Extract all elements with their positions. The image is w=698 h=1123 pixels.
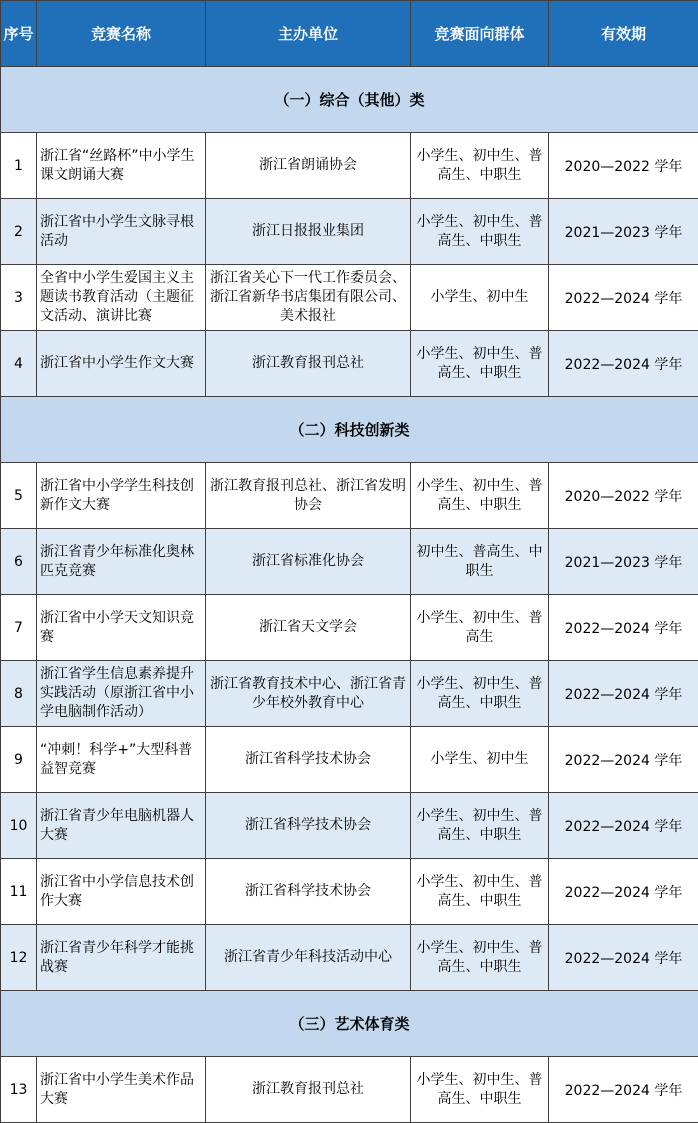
section-title: （三）艺术体育类 (1, 991, 698, 1057)
cell-audience: 小学生、初中生、普高生、中职生 (411, 793, 549, 859)
cell-validity: 2020—2022 学年 (549, 463, 698, 529)
table-row (1, 595, 698, 661)
cell-audience: 小学生、初中生、普高生、中职生 (411, 331, 549, 397)
table-row (1, 133, 698, 199)
cell-audience: 小学生、初中生、普高生、中职生 (411, 661, 549, 727)
cell-audience: 小学生、初中生、普高生 (411, 595, 549, 661)
cell-validity: 2022—2024 学年 (549, 331, 698, 397)
cell-validity: 2020—2022 学年 (549, 133, 698, 199)
cell-validity: 2022—2024 学年 (549, 1057, 698, 1123)
header-audience: 竞赛面向群体 (411, 1, 549, 67)
cell-organizer: 浙江日报报业集团 (206, 199, 411, 265)
header-name: 竞赛名称 (37, 1, 206, 67)
cell-organizer: 浙江省科学技术协会 (206, 793, 411, 859)
cell-organizer: 浙江省青少年科技活动中心 (206, 925, 411, 991)
cell-validity: 2021—2023 学年 (549, 529, 698, 595)
cell-no: 2 (1, 199, 37, 265)
cell-name: 全省中小学生爱国主义主题读书教育活动（主题征文活动、演讲比赛 (37, 265, 206, 331)
cell-validity: 2022—2024 学年 (549, 793, 698, 859)
table-row (1, 793, 698, 859)
cell-validity: 2022—2024 学年 (549, 727, 698, 793)
cell-validity: 2022—2024 学年 (549, 595, 698, 661)
table-row (1, 661, 698, 727)
cell-no: 10 (1, 793, 37, 859)
table-row (1, 1057, 698, 1123)
table-row (1, 265, 698, 331)
cell-name: 浙江省中小学生美术作品大赛 (37, 1057, 206, 1123)
header-no: 序号 (1, 1, 37, 67)
cell-validity: 2022—2024 学年 (549, 265, 698, 331)
cell-organizer: 浙江省科学技术协会 (206, 859, 411, 925)
cell-name: 浙江省中小学学生科技创新作文大赛 (37, 463, 206, 529)
cell-validity: 2022—2024 学年 (549, 859, 698, 925)
cell-audience: 小学生、初中生、普高生、中职生 (411, 1057, 549, 1123)
cell-audience: 小学生、初中生、普高生、中职生 (411, 463, 549, 529)
cell-audience: 小学生、初中生、普高生、中职生 (411, 859, 549, 925)
cell-audience: 小学生、初中生、普高生、中职生 (411, 133, 549, 199)
cell-organizer: 浙江教育报刊总社、浙江省发明协会 (206, 463, 411, 529)
table-row (1, 529, 698, 595)
cell-organizer: 浙江省科学技术协会 (206, 727, 411, 793)
cell-no: 6 (1, 529, 37, 595)
table-row (1, 331, 698, 397)
cell-validity: 2022—2024 学年 (549, 661, 698, 727)
cell-audience: 初中生、普高生、中职生 (411, 529, 549, 595)
cell-name: 浙江省学生信息素养提升实践活动（原浙江省中小学电脑制作活动） (37, 661, 206, 727)
cell-validity: 2022—2024 学年 (549, 925, 698, 991)
section-row (1, 397, 698, 463)
cell-validity: 2021—2023 学年 (549, 199, 698, 265)
cell-organizer: 浙江省标准化协会 (206, 529, 411, 595)
cell-no: 4 (1, 331, 37, 397)
cell-organizer: 浙江省教育技术中心、浙江省青少年校外教育中心 (206, 661, 411, 727)
cell-name: 浙江省“丝路杯”中小学生课文朗诵大赛 (37, 133, 206, 199)
cell-name: 浙江省中小学信息技术创作大赛 (37, 859, 206, 925)
cell-organizer: 浙江省朗诵协会 (206, 133, 411, 199)
cell-no: 1 (1, 133, 37, 199)
cell-no: 8 (1, 661, 37, 727)
cell-no: 9 (1, 727, 37, 793)
table-body (1, 67, 698, 1123)
cell-no: 12 (1, 925, 37, 991)
cell-organizer: 浙江省天文学会 (206, 595, 411, 661)
cell-no: 11 (1, 859, 37, 925)
cell-no: 13 (1, 1057, 37, 1123)
cell-audience: 小学生、初中生 (411, 727, 549, 793)
table-row (1, 925, 698, 991)
table-row (1, 727, 698, 793)
header-organizer: 主办单位 (206, 1, 411, 67)
section-title: （一）综合（其他）类 (1, 67, 698, 133)
cell-name: 浙江省青少年科学才能挑战赛 (37, 925, 206, 991)
section-row (1, 991, 698, 1057)
cell-organizer: 浙江省关心下一代工作委员会、浙江省新华书店集团有限公司、美术报社 (206, 265, 411, 331)
cell-organizer: 浙江教育报刊总社 (206, 331, 411, 397)
table-row (1, 463, 698, 529)
cell-name: 浙江省中小学天文知识竞赛 (37, 595, 206, 661)
header-validity: 有效期 (549, 1, 698, 67)
cell-name: 浙江省中小学生文脉寻根活动 (37, 199, 206, 265)
cell-no: 5 (1, 463, 37, 529)
cell-no: 3 (1, 265, 37, 331)
cell-name: 浙江省中小学生作文大赛 (37, 331, 206, 397)
cell-name: “冲刺！科学+”大型科普益智竞赛 (37, 727, 206, 793)
cell-audience: 小学生、初中生、普高生、中职生 (411, 199, 549, 265)
table-row (1, 859, 698, 925)
cell-organizer: 浙江教育报刊总社 (206, 1057, 411, 1123)
table-row (1, 199, 698, 265)
cell-name: 浙江省青少年标准化奥林匹克竞赛 (37, 529, 206, 595)
cell-audience: 小学生、初中生、普高生、中职生 (411, 925, 549, 991)
section-title: （二）科技创新类 (1, 397, 698, 463)
section-row (1, 67, 698, 133)
cell-name: 浙江省青少年电脑机器人大赛 (37, 793, 206, 859)
table-header-row (1, 1, 698, 67)
cell-no: 7 (1, 595, 37, 661)
cell-audience: 小学生、初中生 (411, 265, 549, 331)
